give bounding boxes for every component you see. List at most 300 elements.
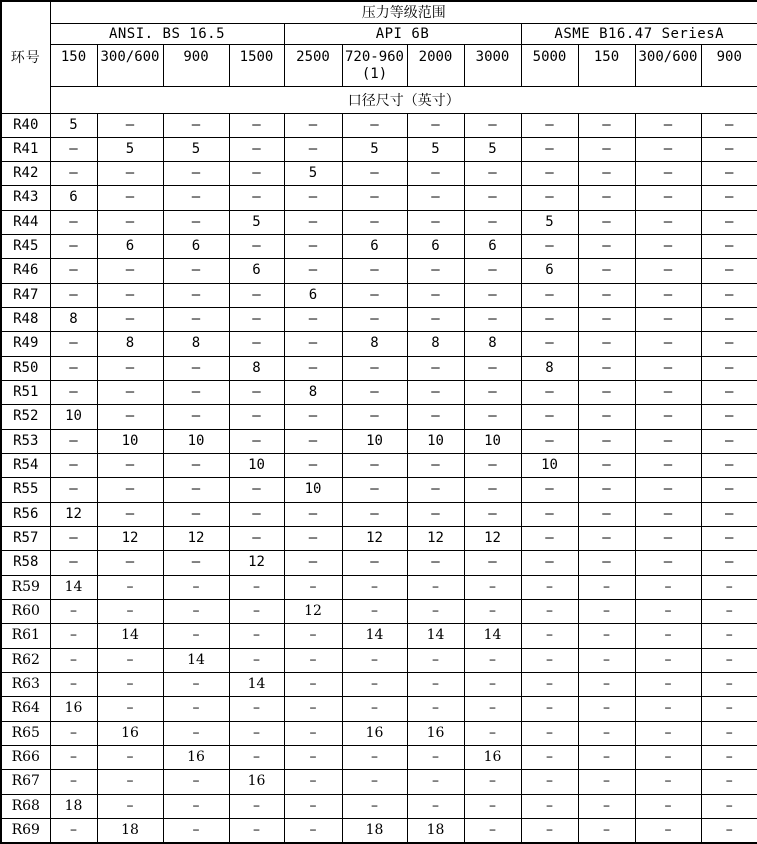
table-row xyxy=(1,259,757,283)
size-value-cell: – xyxy=(464,308,521,332)
size-value-cell: – xyxy=(464,381,521,405)
size-value-cell: 8 xyxy=(50,308,97,332)
size-value-cell: – xyxy=(464,502,521,526)
size-value-cell: – xyxy=(407,283,464,307)
table-row xyxy=(1,308,757,332)
ring-number-cell: R52 xyxy=(1,405,50,429)
size-value-cell: – xyxy=(50,381,97,405)
table-row xyxy=(1,673,757,697)
size-value-cell: – xyxy=(163,259,229,283)
size-value-cell: – xyxy=(229,575,284,599)
table-row xyxy=(1,454,757,478)
size-value-cell: – xyxy=(578,478,635,502)
size-value-cell: – xyxy=(284,186,342,210)
size-value-cell: 18 xyxy=(50,794,97,818)
size-value-cell: – xyxy=(701,746,757,770)
size-value-cell: 12 xyxy=(284,600,342,624)
size-value-cell: – xyxy=(163,405,229,429)
size-value-cell: – xyxy=(229,429,284,453)
ring-number-cell: R60 xyxy=(1,600,50,624)
size-value-cell: 5 xyxy=(521,210,578,234)
ring-number-cell: R64 xyxy=(1,697,50,721)
size-value-cell: – xyxy=(521,600,578,624)
size-value-cell: – xyxy=(284,235,342,259)
size-value-cell: – xyxy=(635,356,701,380)
size-value-cell: – xyxy=(701,527,757,551)
size-value-cell: – xyxy=(521,673,578,697)
pressure-class-header: 150 xyxy=(578,44,635,86)
size-value-cell: – xyxy=(97,770,163,794)
size-value-cell: – xyxy=(521,697,578,721)
size-value-cell: – xyxy=(50,332,97,356)
standard-group-header-api: API 6B xyxy=(284,23,521,44)
size-value-cell: – xyxy=(284,746,342,770)
size-value-cell: – xyxy=(407,746,464,770)
size-value-cell: – xyxy=(578,575,635,599)
size-value-cell: – xyxy=(464,673,521,697)
size-value-cell: – xyxy=(635,381,701,405)
size-value-cell: – xyxy=(464,551,521,575)
size-value-cell: – xyxy=(521,235,578,259)
size-value-cell: 14 xyxy=(464,624,521,648)
size-value-cell: – xyxy=(342,673,407,697)
size-value-cell: – xyxy=(521,648,578,672)
ring-number-cell: R41 xyxy=(1,137,50,161)
size-value-cell: – xyxy=(635,575,701,599)
size-value-cell: – xyxy=(464,770,521,794)
size-value-cell: – xyxy=(701,575,757,599)
size-value-cell: – xyxy=(229,527,284,551)
size-value-cell: – xyxy=(163,624,229,648)
size-value-cell: 16 xyxy=(407,721,464,745)
size-value-cell: – xyxy=(464,794,521,818)
size-value-cell: 14 xyxy=(229,673,284,697)
size-value-cell: – xyxy=(464,210,521,234)
size-value-cell: – xyxy=(50,283,97,307)
size-value-cell: – xyxy=(701,113,757,137)
size-value-cell: 6 xyxy=(407,235,464,259)
pressure-class-header-note: (1) xyxy=(361,65,388,82)
size-value-cell: – xyxy=(342,770,407,794)
size-value-cell: 16 xyxy=(50,697,97,721)
table-row xyxy=(1,186,757,210)
size-value-cell: – xyxy=(464,648,521,672)
size-value-cell: – xyxy=(521,113,578,137)
size-value-cell: – xyxy=(97,405,163,429)
size-value-cell: 16 xyxy=(97,721,163,745)
size-value-cell: – xyxy=(229,235,284,259)
size-value-cell: – xyxy=(163,794,229,818)
pressure-class-header xyxy=(342,44,407,86)
size-value-cell: – xyxy=(701,210,757,234)
ring-number-cell: R44 xyxy=(1,210,50,234)
size-value-cell: 5 xyxy=(342,137,407,161)
size-value-cell: – xyxy=(701,308,757,332)
size-value-cell: – xyxy=(635,697,701,721)
size-value-cell: 14 xyxy=(342,624,407,648)
table-row xyxy=(1,648,757,672)
size-value-cell: – xyxy=(50,600,97,624)
size-value-cell: – xyxy=(578,454,635,478)
size-value-cell: – xyxy=(521,721,578,745)
size-value-cell: – xyxy=(578,186,635,210)
size-value-cell: – xyxy=(163,673,229,697)
table-row xyxy=(1,819,757,844)
size-value-cell: – xyxy=(163,381,229,405)
size-value-cell: – xyxy=(163,770,229,794)
size-value-cell: – xyxy=(284,673,342,697)
size-value-cell: – xyxy=(284,356,342,380)
size-value-cell: – xyxy=(521,283,578,307)
size-value-cell: 8 xyxy=(521,356,578,380)
size-value-cell: – xyxy=(701,454,757,478)
size-value-cell: – xyxy=(342,454,407,478)
table-row xyxy=(1,527,757,551)
size-value-cell: – xyxy=(163,356,229,380)
size-value-cell: – xyxy=(464,575,521,599)
size-value-cell: – xyxy=(701,405,757,429)
standard-group-header-asme: ASME B16.47 SeriesA xyxy=(521,23,757,44)
size-value-cell: – xyxy=(284,770,342,794)
size-value-cell: 5 xyxy=(229,210,284,234)
size-value-cell: 10 xyxy=(464,429,521,453)
ring-number-cell: R49 xyxy=(1,332,50,356)
size-value-cell: – xyxy=(635,819,701,844)
size-value-cell: – xyxy=(635,527,701,551)
size-value-cell: – xyxy=(407,356,464,380)
size-value-cell: – xyxy=(97,502,163,526)
size-value-cell: 16 xyxy=(342,721,407,745)
size-value-cell: 6 xyxy=(50,186,97,210)
size-value-cell: – xyxy=(163,575,229,599)
size-value-cell: – xyxy=(407,308,464,332)
size-value-cell: – xyxy=(464,454,521,478)
size-value-cell: – xyxy=(578,746,635,770)
size-value-cell: – xyxy=(50,162,97,186)
size-value-cell: – xyxy=(578,624,635,648)
table-row xyxy=(1,429,757,453)
size-value-cell: – xyxy=(701,235,757,259)
size-value-cell: – xyxy=(464,405,521,429)
size-value-cell: – xyxy=(229,162,284,186)
size-value-cell: – xyxy=(578,210,635,234)
size-value-cell: – xyxy=(578,113,635,137)
ring-number-cell: R47 xyxy=(1,283,50,307)
size-value-cell: – xyxy=(342,283,407,307)
ring-number-cell: R65 xyxy=(1,721,50,745)
size-value-cell: 18 xyxy=(97,819,163,844)
size-value-cell: 12 xyxy=(97,527,163,551)
size-value-cell: – xyxy=(521,429,578,453)
pressure-class-header: 300/600 xyxy=(635,44,701,86)
pressure-class-header: 2000 xyxy=(407,44,464,86)
table-row xyxy=(1,746,757,770)
size-value-cell: – xyxy=(635,673,701,697)
size-value-cell: – xyxy=(635,137,701,161)
size-value-cell: – xyxy=(578,405,635,429)
size-value-cell: – xyxy=(284,137,342,161)
size-value-cell: 10 xyxy=(97,429,163,453)
size-value-cell: – xyxy=(50,235,97,259)
ring-number-cell: R57 xyxy=(1,527,50,551)
size-value-cell: – xyxy=(284,575,342,599)
size-value-cell: – xyxy=(284,454,342,478)
size-value-cell: – xyxy=(342,186,407,210)
size-value-cell: – xyxy=(464,819,521,844)
size-value-cell: – xyxy=(284,502,342,526)
size-value-cell: – xyxy=(578,648,635,672)
size-value-cell: – xyxy=(284,332,342,356)
standards-group-row xyxy=(1,23,757,44)
size-value-cell: – xyxy=(578,502,635,526)
table-body xyxy=(1,113,757,843)
size-value-cell: – xyxy=(635,405,701,429)
size-value-cell: – xyxy=(97,210,163,234)
table-row xyxy=(1,283,757,307)
size-value-cell: – xyxy=(635,648,701,672)
size-value-cell: – xyxy=(284,429,342,453)
size-value-cell: – xyxy=(521,381,578,405)
size-value-cell: 18 xyxy=(342,819,407,844)
size-value-cell: – xyxy=(342,381,407,405)
ring-number-cell: R69 xyxy=(1,819,50,844)
size-value-cell: – xyxy=(578,259,635,283)
size-value-cell: – xyxy=(635,113,701,137)
size-value-cell: – xyxy=(407,648,464,672)
size-value-cell: – xyxy=(97,794,163,818)
size-value-cell: – xyxy=(701,259,757,283)
size-value-cell: – xyxy=(50,527,97,551)
table-row xyxy=(1,478,757,502)
size-value-cell: – xyxy=(342,502,407,526)
size-value-cell: – xyxy=(229,794,284,818)
size-value-cell: – xyxy=(50,721,97,745)
size-value-cell: – xyxy=(163,721,229,745)
size-value-cell: – xyxy=(635,454,701,478)
ring-number-cell: R51 xyxy=(1,381,50,405)
size-value-cell: – xyxy=(97,259,163,283)
size-value-cell: – xyxy=(578,697,635,721)
pressure-class-header: 900 xyxy=(163,44,229,86)
ring-number-cell: R55 xyxy=(1,478,50,502)
size-value-cell: – xyxy=(97,575,163,599)
size-value-cell: 5 xyxy=(407,137,464,161)
table-row xyxy=(1,697,757,721)
size-value-cell: – xyxy=(97,381,163,405)
size-value-cell: – xyxy=(342,575,407,599)
size-value-cell: – xyxy=(50,478,97,502)
size-value-cell: 8 xyxy=(284,381,342,405)
size-value-cell: 14 xyxy=(97,624,163,648)
size-value-cell: – xyxy=(701,600,757,624)
pressure-class-range-header: 压力等级范围 xyxy=(50,1,757,23)
size-value-cell: – xyxy=(407,454,464,478)
size-value-cell: – xyxy=(578,137,635,161)
ring-number-cell: R53 xyxy=(1,429,50,453)
size-value-cell: – xyxy=(97,746,163,770)
size-value-cell: – xyxy=(97,551,163,575)
size-value-cell: – xyxy=(701,673,757,697)
size-value-cell: – xyxy=(284,648,342,672)
size-value-cell: – xyxy=(407,210,464,234)
subtitle-row xyxy=(1,86,757,113)
size-value-cell: 16 xyxy=(464,746,521,770)
size-value-cell: – xyxy=(284,308,342,332)
size-value-cell: 8 xyxy=(229,356,284,380)
size-value-cell: – xyxy=(229,381,284,405)
size-value-cell: – xyxy=(464,283,521,307)
size-value-cell: – xyxy=(284,527,342,551)
size-value-cell: – xyxy=(407,259,464,283)
size-value-cell: 8 xyxy=(163,332,229,356)
size-value-cell: – xyxy=(521,137,578,161)
size-value-cell: – xyxy=(50,624,97,648)
size-value-cell: – xyxy=(342,356,407,380)
size-value-cell: – xyxy=(635,794,701,818)
table-row xyxy=(1,332,757,356)
size-value-cell: – xyxy=(97,356,163,380)
size-value-cell: – xyxy=(635,624,701,648)
size-value-cell: – xyxy=(407,600,464,624)
size-value-cell: – xyxy=(578,551,635,575)
size-value-cell: – xyxy=(407,478,464,502)
size-value-cell: – xyxy=(163,551,229,575)
size-value-cell: – xyxy=(701,478,757,502)
size-value-cell: 10 xyxy=(407,429,464,453)
size-value-cell: – xyxy=(229,283,284,307)
size-value-cell: – xyxy=(635,186,701,210)
size-value-cell: – xyxy=(701,356,757,380)
size-value-cell: 10 xyxy=(521,454,578,478)
size-value-cell: – xyxy=(578,381,635,405)
table-row xyxy=(1,381,757,405)
size-value-cell: – xyxy=(521,502,578,526)
size-value-cell: – xyxy=(407,551,464,575)
size-value-cell: – xyxy=(163,454,229,478)
size-value-cell: – xyxy=(342,162,407,186)
size-value-cell: – xyxy=(701,137,757,161)
size-value-cell: – xyxy=(635,600,701,624)
size-value-cell: – xyxy=(578,429,635,453)
size-value-cell: – xyxy=(407,113,464,137)
size-value-cell: – xyxy=(578,162,635,186)
size-value-cell: – xyxy=(464,356,521,380)
size-value-cell: – xyxy=(50,746,97,770)
size-value-cell: – xyxy=(701,381,757,405)
size-value-cell: – xyxy=(701,624,757,648)
size-value-cell: – xyxy=(521,405,578,429)
bore-size-header: 口径尺寸（英寸） xyxy=(50,86,757,113)
size-value-cell: – xyxy=(701,794,757,818)
pressure-class-header: 1500 xyxy=(229,44,284,86)
size-value-cell: 6 xyxy=(284,283,342,307)
size-value-cell: – xyxy=(97,648,163,672)
size-value-cell: 12 xyxy=(50,502,97,526)
size-value-cell: – xyxy=(635,259,701,283)
size-value-cell: – xyxy=(578,235,635,259)
size-value-cell: – xyxy=(284,405,342,429)
size-value-cell: – xyxy=(342,308,407,332)
table-row xyxy=(1,721,757,745)
size-value-cell: – xyxy=(407,381,464,405)
size-value-cell: – xyxy=(635,162,701,186)
size-value-cell: – xyxy=(407,770,464,794)
size-value-cell: – xyxy=(342,746,407,770)
size-value-cell: – xyxy=(521,624,578,648)
size-value-cell: – xyxy=(464,721,521,745)
size-value-cell: 10 xyxy=(284,478,342,502)
size-value-cell: – xyxy=(229,746,284,770)
size-value-cell: – xyxy=(229,308,284,332)
size-value-cell: – xyxy=(407,697,464,721)
size-value-cell: – xyxy=(284,259,342,283)
pressure-class-row xyxy=(1,44,757,86)
size-value-cell: 14 xyxy=(163,648,229,672)
size-value-cell: – xyxy=(578,283,635,307)
size-value-cell: 12 xyxy=(229,551,284,575)
size-value-cell: 16 xyxy=(163,746,229,770)
size-value-cell: – xyxy=(701,283,757,307)
size-value-cell: 6 xyxy=(521,259,578,283)
size-value-cell: – xyxy=(464,162,521,186)
table-row xyxy=(1,575,757,599)
ring-number-cell: R40 xyxy=(1,113,50,137)
size-value-cell: – xyxy=(229,721,284,745)
size-value-cell: – xyxy=(578,356,635,380)
size-value-cell: – xyxy=(50,454,97,478)
size-value-cell: – xyxy=(229,186,284,210)
size-value-cell: 14 xyxy=(50,575,97,599)
size-value-cell: 12 xyxy=(464,527,521,551)
size-value-cell: – xyxy=(229,405,284,429)
size-value-cell: – xyxy=(342,551,407,575)
ring-number-cell: R68 xyxy=(1,794,50,818)
size-value-cell: – xyxy=(464,113,521,137)
size-value-cell: – xyxy=(701,697,757,721)
table-row xyxy=(1,113,757,137)
size-value-cell: – xyxy=(163,819,229,844)
size-value-cell: – xyxy=(578,308,635,332)
size-value-cell: – xyxy=(342,794,407,818)
size-value-cell: – xyxy=(342,113,407,137)
size-value-cell: 5 xyxy=(50,113,97,137)
size-value-cell: – xyxy=(407,502,464,526)
size-value-cell: 6 xyxy=(229,259,284,283)
size-value-cell: – xyxy=(284,721,342,745)
size-value-cell: – xyxy=(635,235,701,259)
size-value-cell: – xyxy=(407,405,464,429)
ring-number-header: 环号 xyxy=(1,1,50,113)
size-value-cell: – xyxy=(97,600,163,624)
size-value-cell: – xyxy=(701,502,757,526)
size-value-cell: – xyxy=(701,770,757,794)
size-value-cell: – xyxy=(97,478,163,502)
size-value-cell: 8 xyxy=(407,332,464,356)
size-value-cell: – xyxy=(521,478,578,502)
size-value-cell: – xyxy=(163,210,229,234)
size-value-cell: 12 xyxy=(407,527,464,551)
size-value-cell: – xyxy=(701,721,757,745)
size-value-cell: – xyxy=(701,332,757,356)
size-value-cell: 5 xyxy=(284,162,342,186)
table-row xyxy=(1,162,757,186)
table-row xyxy=(1,624,757,648)
size-value-cell: – xyxy=(163,283,229,307)
size-value-cell: – xyxy=(97,162,163,186)
pressure-class-header: 150 xyxy=(50,44,97,86)
size-value-cell: – xyxy=(578,794,635,818)
ring-number-cell: R42 xyxy=(1,162,50,186)
